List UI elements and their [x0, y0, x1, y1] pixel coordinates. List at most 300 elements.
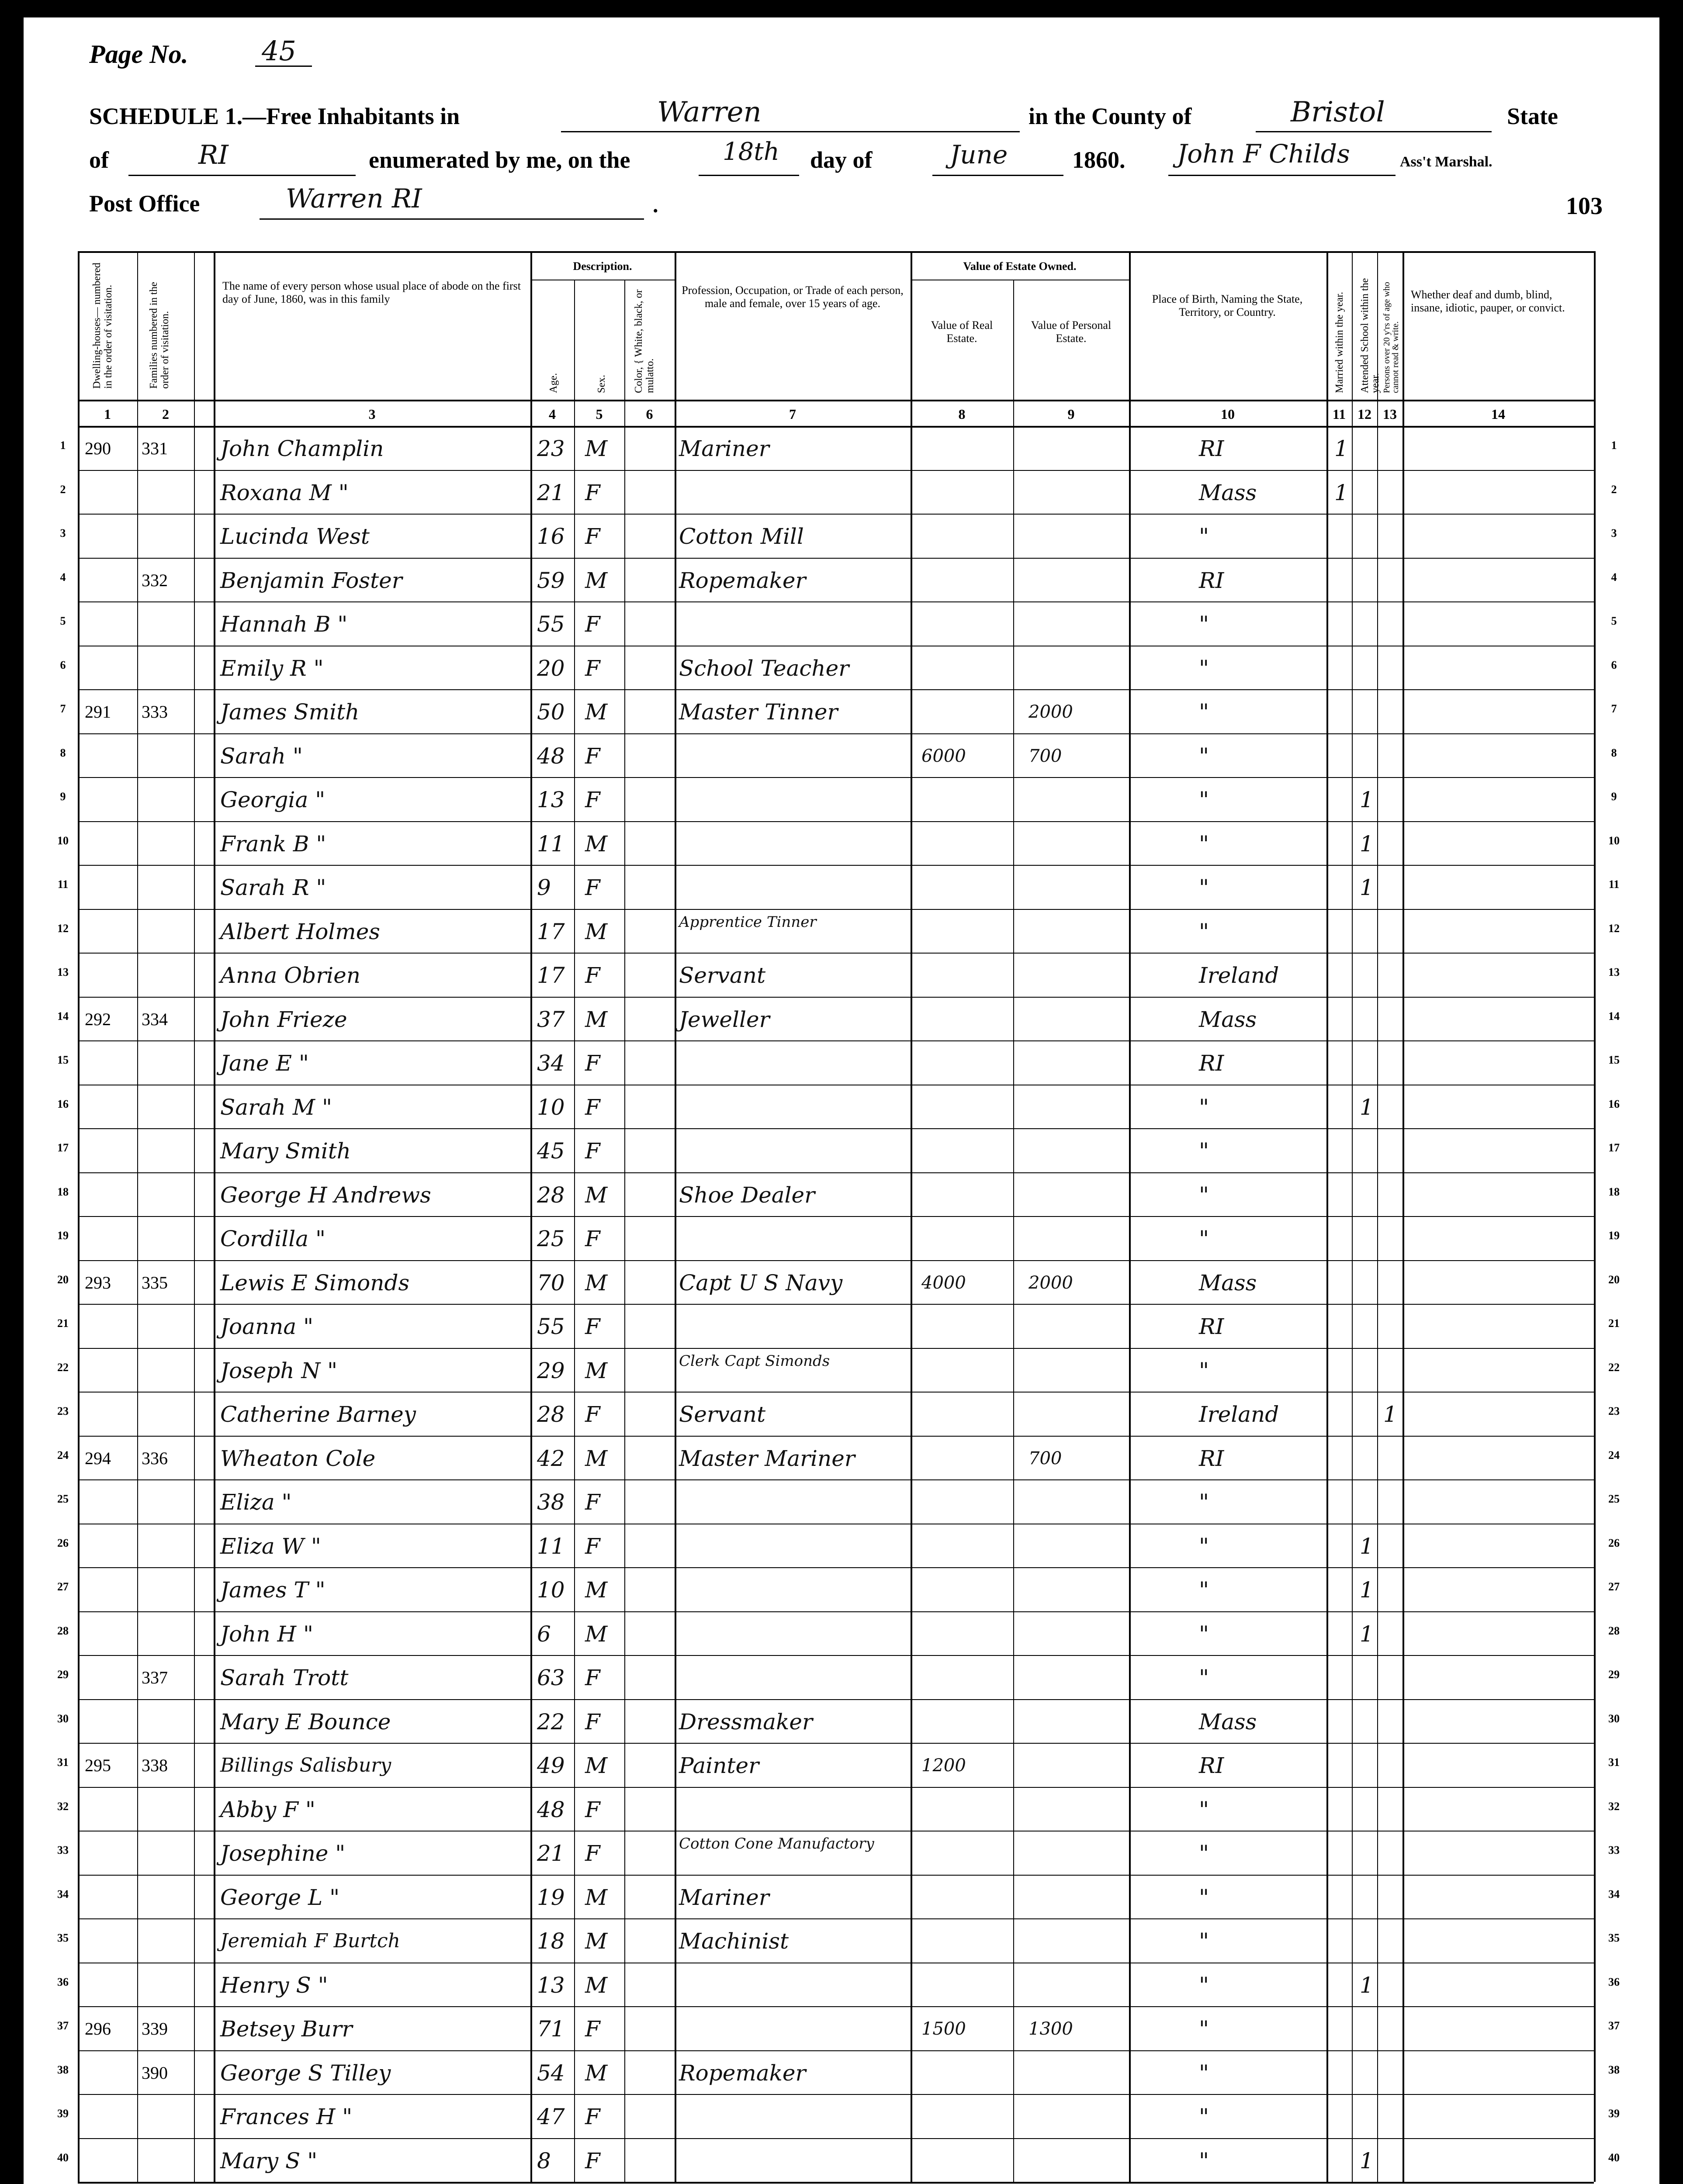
- line-number-right: 20: [1608, 1273, 1620, 1286]
- column-number: 10: [1221, 406, 1235, 422]
- birthplace: ": [1199, 1928, 1209, 1954]
- person-sex: F: [585, 1489, 600, 1515]
- person-name: Benjamin Foster: [220, 567, 402, 593]
- line-number-right: 29: [1608, 1668, 1620, 1681]
- school-mark: 1: [1360, 1094, 1374, 1120]
- person-occupation: Master Tinner: [679, 699, 838, 725]
- line-number-left: 24: [57, 1448, 69, 1462]
- person-sex: F: [585, 1138, 600, 1164]
- enumeration-year: 1860.: [1072, 147, 1125, 173]
- personal-estate-value: 700: [1028, 746, 1062, 766]
- line-number-left: 18: [57, 1185, 69, 1198]
- family-number: 337: [142, 1668, 168, 1687]
- birthplace: Mass: [1199, 1270, 1257, 1296]
- school-mark: 1: [1360, 875, 1374, 900]
- line-number-left: 16: [57, 1097, 69, 1110]
- person-name: George H Andrews: [220, 1182, 431, 1208]
- header-illiterate: Persons over 20 y'rs of age who cannot read & write.: [1382, 282, 1400, 393]
- header-name: The name of every person whose usual place of abode on the first day of June, 1860, was in this family: [222, 280, 521, 305]
- line-number-left: 40: [57, 2151, 69, 2164]
- row-rule: [78, 1392, 1594, 1393]
- row-rule: [78, 1348, 1594, 1349]
- person-age: 54: [537, 2060, 565, 2086]
- header-personal-estate: Value of Personal Estate.: [1031, 319, 1112, 345]
- person-name: Roxana M ": [220, 480, 349, 505]
- state-label: State: [1507, 103, 1558, 129]
- person-sex: F: [585, 655, 600, 681]
- person-age: 16: [537, 524, 565, 549]
- table-top-rule: [78, 251, 1594, 253]
- header-birthplace: Place of Birth, Naming the State, Territory, or Country.: [1152, 293, 1303, 318]
- line-number-left: 31: [57, 1756, 69, 1769]
- birthplace: ": [1199, 1138, 1209, 1164]
- person-age: 10: [537, 1577, 565, 1603]
- row-rule: [78, 689, 1594, 690]
- line-number-left: 36: [57, 1975, 69, 1988]
- person-name: Sarah R ": [220, 875, 326, 900]
- person-occupation: Capt U S Navy: [679, 1270, 843, 1296]
- person-name: Sarah Trott: [220, 1665, 349, 1690]
- birthplace: Mass: [1199, 1006, 1257, 1032]
- person-name: Abby F ": [220, 1797, 315, 1822]
- header-family: Families numbered in the order of visitation.: [148, 282, 171, 389]
- person-name: Sarah ": [220, 743, 303, 769]
- person-sex: F: [585, 1402, 600, 1427]
- person-age: 37: [537, 1006, 565, 1032]
- family-number: 332: [142, 570, 168, 590]
- person-name: Jeremiah F Burtch: [220, 1930, 400, 1952]
- line-number-right: 28: [1608, 1624, 1620, 1637]
- person-age: 28: [537, 1182, 565, 1208]
- row-rule: [78, 1611, 1594, 1612]
- birthplace: ": [1199, 831, 1209, 857]
- person-sex: M: [585, 567, 608, 593]
- birthplace: ": [1199, 1533, 1209, 1559]
- line-number-right: 4: [1611, 570, 1617, 584]
- line-number-right: 16: [1608, 1097, 1620, 1110]
- line-number-right: 30: [1608, 1712, 1620, 1725]
- line-number-right: 33: [1608, 1844, 1620, 1856]
- line-number-left: 10: [57, 834, 69, 847]
- person-occupation: Servant: [679, 1402, 766, 1427]
- row-rule: [78, 1436, 1594, 1437]
- school-mark: 1: [1360, 1533, 1374, 1559]
- line-number-left: 14: [57, 1009, 69, 1023]
- family-number: 335: [142, 1272, 168, 1292]
- town-name: Warren: [657, 96, 762, 128]
- row-rule: [78, 1743, 1594, 1744]
- line-number-left: 17: [57, 1141, 69, 1154]
- line-number-right: 38: [1608, 2063, 1620, 2076]
- row-rule: [78, 821, 1594, 822]
- line-number-right: 22: [1608, 1361, 1620, 1374]
- header-occupation: Profession, Occupation, or Trade of each person, male and female, over 15 years of age.: [682, 284, 904, 310]
- column-number: 9: [1067, 406, 1075, 422]
- real-estate-value: 4000: [921, 1272, 966, 1293]
- family-number: 390: [142, 2063, 168, 2083]
- person-age: 55: [537, 612, 565, 637]
- row-rule: [78, 2138, 1594, 2139]
- enumerated-label: enumerated by me, on the: [369, 147, 630, 173]
- person-occupation: Ropemaker: [679, 2060, 806, 2086]
- person-age: 70: [537, 1270, 565, 1296]
- state-name: RI: [198, 140, 229, 170]
- birthplace: Mass: [1199, 480, 1257, 505]
- person-name: John Champlin: [220, 436, 384, 461]
- dwelling-number: 291: [85, 702, 111, 722]
- birthplace: ": [1199, 612, 1209, 637]
- line-number-left: 20: [57, 1273, 69, 1286]
- row-rule: [78, 1304, 1594, 1305]
- personal-estate-value: 700: [1028, 1448, 1062, 1469]
- marshal-label: Ass't Marshal.: [1400, 154, 1493, 170]
- row-rule: [78, 1128, 1594, 1129]
- row-rule: [78, 2094, 1594, 2095]
- post-office-name: Warren RI: [286, 183, 422, 214]
- birthplace: ": [1199, 875, 1209, 900]
- row-rule: [78, 2006, 1594, 2007]
- line-number-right: 25: [1608, 1493, 1620, 1505]
- line-number-left: 37: [57, 2019, 69, 2032]
- line-number-right: 7: [1611, 702, 1617, 715]
- birthplace: RI: [1199, 436, 1224, 461]
- line-number-left: 23: [57, 1405, 69, 1417]
- column-number: 4: [549, 406, 556, 422]
- enumeration-month: June: [950, 140, 1008, 169]
- line-number-left: 9: [60, 790, 66, 803]
- person-age: 29: [537, 1358, 565, 1383]
- line-number-left: 28: [57, 1624, 69, 1637]
- family-number: 331: [142, 439, 168, 458]
- person-sex: F: [585, 2148, 600, 2174]
- person-age: 21: [537, 480, 565, 505]
- person-name: Georgia ": [220, 787, 326, 812]
- married-mark: 1: [1334, 436, 1348, 461]
- column-number: 6: [646, 406, 653, 422]
- person-sex: M: [585, 1006, 608, 1032]
- person-name: Wheaton Cole: [220, 1445, 376, 1471]
- line-number-left: 38: [57, 2063, 69, 2076]
- line-number-right: 26: [1608, 1536, 1620, 1549]
- birthplace: ": [1199, 1797, 1209, 1822]
- person-age: 19: [537, 1884, 565, 1910]
- birthplace: ": [1199, 1621, 1209, 1647]
- person-sex: F: [585, 1094, 600, 1120]
- real-estate-value: 6000: [921, 746, 966, 766]
- personal-estate-value: 2000: [1028, 1272, 1073, 1293]
- line-number-right: 23: [1608, 1405, 1620, 1417]
- person-occupation: Mariner: [679, 436, 769, 461]
- line-number-right: 2: [1611, 483, 1617, 496]
- person-age: 23: [537, 436, 565, 461]
- family-number: 333: [142, 702, 168, 722]
- person-name: George S Tilley: [220, 2060, 391, 2086]
- row-rule: [78, 1260, 1594, 1261]
- person-occupation: Servant: [679, 963, 766, 988]
- person-age: 34: [537, 1051, 565, 1076]
- person-age: 17: [537, 919, 565, 944]
- person-age: 55: [537, 1314, 565, 1339]
- column-number: 1: [104, 406, 111, 422]
- person-sex: F: [585, 1841, 600, 1866]
- line-number-left: 26: [57, 1536, 69, 1549]
- person-sex: F: [585, 1797, 600, 1822]
- person-name: Joseph N ": [220, 1358, 338, 1383]
- person-name: Mary Smith: [220, 1138, 351, 1164]
- county-label: in the County of: [1028, 103, 1192, 129]
- birthplace: ": [1199, 524, 1209, 549]
- person-name: James T ": [220, 1577, 326, 1603]
- header-condition: Whether deaf and dumb, blind, insane, idiotic, pauper, or convict.: [1411, 288, 1565, 314]
- person-age: 45: [537, 1138, 565, 1164]
- person-age: 21: [537, 1841, 565, 1866]
- birthplace: ": [1199, 1489, 1209, 1515]
- line-number-right: 35: [1608, 1932, 1620, 1944]
- person-sex: M: [585, 1928, 608, 1954]
- person-sex: M: [585, 1182, 608, 1208]
- line-number-left: 3: [60, 527, 66, 539]
- page-number: 45: [262, 35, 296, 67]
- birthplace: ": [1199, 1358, 1209, 1383]
- birthplace: ": [1199, 655, 1209, 681]
- line-number-left: 1: [60, 439, 66, 452]
- county-name: Bristol: [1291, 96, 1385, 128]
- person-age: 13: [537, 1972, 565, 1998]
- school-mark: 1: [1360, 831, 1374, 857]
- line-number-left: 13: [57, 966, 69, 978]
- row-rule: [78, 2050, 1594, 2051]
- person-sex: M: [585, 1445, 608, 1471]
- school-mark: 1: [1360, 2148, 1374, 2174]
- person-name: George L ": [220, 1884, 340, 1910]
- line-number-right: 9: [1611, 790, 1617, 803]
- person-sex: M: [585, 1358, 608, 1383]
- header-real-estate: Value of Real Estate.: [931, 319, 993, 345]
- line-number-left: 7: [60, 702, 66, 715]
- line-number-left: 15: [57, 1054, 69, 1066]
- person-sex: F: [585, 1314, 600, 1339]
- column-number: 7: [789, 406, 796, 422]
- dwelling-number: 292: [85, 1009, 111, 1029]
- person-name: Emily R ": [220, 655, 324, 681]
- line-number-right: 19: [1608, 1229, 1620, 1242]
- header-dwelling: Dwelling-houses— numbered in the order of visitation.: [91, 263, 114, 389]
- birthplace: ": [1199, 1884, 1209, 1910]
- birthplace: ": [1199, 699, 1209, 725]
- person-age: 6: [537, 1621, 551, 1647]
- line-number-left: 22: [57, 1361, 69, 1374]
- line-number-left: 32: [57, 1800, 69, 1813]
- line-number-right: 32: [1608, 1800, 1620, 1813]
- row-rule: [78, 1567, 1594, 1568]
- birthplace: RI: [1199, 567, 1224, 593]
- person-name: Henry S ": [220, 1972, 328, 1998]
- row-rule: [78, 865, 1594, 866]
- row-rule: [78, 1787, 1594, 1788]
- birthplace: ": [1199, 2104, 1209, 2129]
- person-age: 25: [537, 1226, 565, 1251]
- person-age: 28: [537, 1402, 565, 1427]
- line-number-right: 17: [1608, 1141, 1620, 1154]
- line-number-right: 1: [1611, 439, 1617, 452]
- person-age: 48: [537, 743, 565, 769]
- person-age: 63: [537, 1665, 565, 1690]
- line-number-left: 19: [57, 1229, 69, 1242]
- person-name: Billings Salisbury: [220, 1754, 391, 1776]
- line-number-right: 11: [1608, 878, 1620, 891]
- row-rule: [78, 1172, 1594, 1173]
- person-age: 48: [537, 1797, 565, 1822]
- column-number: 5: [596, 406, 603, 422]
- dwelling-number: 296: [85, 2019, 111, 2039]
- page-label: Page No.: [89, 40, 188, 69]
- birthplace: Ireland: [1199, 963, 1279, 988]
- line-number-right: 37: [1608, 2019, 1620, 2032]
- line-number-right: 18: [1608, 1185, 1620, 1198]
- person-sex: M: [585, 1753, 608, 1778]
- header-married: Married within the year.: [1334, 292, 1345, 393]
- person-name: Anna Obrien: [220, 963, 360, 988]
- line-number-left: 27: [57, 1580, 69, 1593]
- line-number-left: 34: [57, 1887, 69, 1901]
- person-occupation: Jeweller: [679, 1006, 770, 1032]
- person-occupation: Shoe Dealer: [679, 1182, 815, 1208]
- birthplace: ": [1199, 919, 1209, 944]
- person-sex: F: [585, 480, 600, 505]
- birthplace: ": [1199, 743, 1209, 769]
- row-rule: [78, 1831, 1594, 1832]
- line-number-right: 8: [1611, 746, 1617, 759]
- dwelling-number: 290: [85, 439, 111, 458]
- line-number-right: 24: [1608, 1448, 1620, 1462]
- person-age: 71: [537, 2016, 565, 2042]
- person-age: 11: [537, 1533, 565, 1559]
- line-number-left: 6: [60, 658, 66, 671]
- person-occupation: Machinist: [679, 1928, 789, 1954]
- line-number-right: 31: [1608, 1756, 1620, 1769]
- person-name: Frank B ": [220, 831, 326, 857]
- birthplace: ": [1199, 2016, 1209, 2042]
- line-number-right: 14: [1608, 1009, 1620, 1023]
- header-age: Age.: [548, 373, 559, 393]
- person-sex: M: [585, 1884, 608, 1910]
- line-number-left: 33: [57, 1844, 69, 1856]
- birthplace: ": [1199, 2148, 1209, 2174]
- person-age: 10: [537, 1094, 565, 1120]
- person-age: 9: [537, 875, 551, 900]
- person-occupation: Cotton Mill: [679, 524, 804, 549]
- row-rule: [78, 953, 1594, 954]
- person-name: John Frieze: [220, 1006, 347, 1032]
- line-number-right: 6: [1611, 658, 1617, 671]
- school-mark: 1: [1360, 787, 1374, 812]
- schedule-title: SCHEDULE 1.—Free Inhabitants in: [89, 103, 460, 129]
- line-number-right: 39: [1608, 2107, 1620, 2120]
- personal-estate-value: 2000: [1028, 702, 1073, 722]
- line-number-left: 39: [57, 2107, 69, 2120]
- person-age: 8: [537, 2148, 551, 2174]
- line-number-right: 10: [1608, 834, 1620, 847]
- person-sex: F: [585, 1051, 600, 1076]
- person-name: Jane E ": [220, 1051, 309, 1076]
- birthplace: ": [1199, 1665, 1209, 1690]
- family-number: 336: [142, 1448, 168, 1468]
- enumeration-day: 18th: [723, 138, 779, 166]
- post-office-label: Post Office: [89, 190, 200, 217]
- line-number-left: 4: [60, 570, 66, 584]
- header-school: Attended School within the year.: [1359, 278, 1381, 393]
- person-sex: M: [585, 2060, 608, 2086]
- row-rule: [78, 997, 1594, 998]
- line-number-left: 11: [57, 878, 69, 891]
- person-age: 13: [537, 787, 565, 812]
- person-age: 11: [537, 831, 565, 857]
- person-sex: F: [585, 743, 600, 769]
- line-number-left: 35: [57, 1932, 69, 1944]
- sheet-number: 103: [1566, 193, 1603, 220]
- person-name: James Smith: [220, 699, 360, 725]
- person-name: Josephine ": [220, 1841, 346, 1866]
- person-sex: F: [585, 1533, 600, 1559]
- marshal-signature: John F Childs: [1177, 139, 1350, 169]
- column-number: 13: [1383, 406, 1397, 422]
- row-rule: [78, 2182, 1594, 2183]
- dwelling-number: 293: [85, 1272, 111, 1292]
- row-rule: [78, 470, 1594, 471]
- row-rule: [78, 909, 1594, 910]
- person-age: 38: [537, 1489, 565, 1515]
- line-number-left: 2: [60, 483, 66, 496]
- person-age: 50: [537, 699, 565, 725]
- row-rule: [78, 1918, 1594, 1919]
- person-occupation: Apprentice Tinner: [679, 913, 817, 931]
- person-age: 18: [537, 1928, 565, 1954]
- line-number-left: 8: [60, 746, 66, 759]
- person-occupation: Painter: [679, 1753, 759, 1778]
- person-sex: F: [585, 787, 600, 812]
- row-rule: [78, 514, 1594, 515]
- person-occupation: Master Mariner: [679, 1445, 855, 1471]
- birthplace: Ireland: [1199, 1402, 1279, 1427]
- person-sex: M: [585, 699, 608, 725]
- line-number-right: 5: [1611, 615, 1617, 627]
- birthplace: ": [1199, 2060, 1209, 2086]
- illiterate-mark: 1: [1383, 1402, 1397, 1427]
- line-number-left: 21: [57, 1317, 69, 1330]
- line-number-right: 13: [1608, 966, 1620, 978]
- person-sex: F: [585, 1665, 600, 1690]
- birthplace: RI: [1199, 1051, 1224, 1076]
- line-number-right: 15: [1608, 1054, 1620, 1066]
- real-estate-value: 1500: [921, 2019, 966, 2039]
- person-occupation: School Teacher: [679, 655, 849, 681]
- header-estate: Value of Estate Owned.: [963, 260, 1077, 273]
- person-sex: F: [585, 1709, 600, 1735]
- person-occupation: Mariner: [679, 1884, 769, 1910]
- column-number: 12: [1357, 406, 1371, 422]
- day-of-label: day of: [810, 147, 873, 173]
- person-sex: F: [585, 2016, 600, 2042]
- column-number: 11: [1332, 406, 1346, 422]
- line-number-right: 34: [1608, 1887, 1620, 1901]
- census-sheet: Page No. 45 SCHEDULE 1.—Free Inhabitants in Warren in the County of Bristol State of RI enumerated by me, on the 18th day of June 1860. John F Childs Ass't Marshal. Post Office Warren RI . 103 Dwelling-houses— numbered in the order of visitation. Families numbered in the order of visitation. The name of every person whose usual place of abode on the first day of June, 1860, was in this family Description. Age. Sex. Color, { White, black, or mulatto. Profession, Occupation, or Trade of each person, male and female, over 15 years of age. Value of Estate Owned. Value of Real Estate. Value of Personal Estate. Place of Birth, Naming the State, Territory, or Country. Married within the year. Attended School within the year. Persons over 20 y'rs of age who cannot read & write. Whether deaf and dumb, blind, insane, idiotic, pauper, or convict. 1 2 3 4 5 6 7 8 9 10 11 12 13 14 1 1 290 331 John Champlin 23 M Mariner RI 1 2 2 Roxana M " 21 F Mass 1 3 3 Lucinda West 16 F Cotton Mill " 4 4 332 Benjamin Foster 59 M Ropemaker RI 5 5 Hannah B " 55 F " 6 6 Emily R " 20 F School Teacher " 7 7 291 333 James Smith 50 M Master Tinner 2000 " 8 8 Sarah " 48 F 6000 700 " 9 9 Georgia " 13 F " 1 10 10 Frank B " 11 M " 1 11 11 Sarah R " 9 F " 1 12 12 Albert Holmes 17 M Apprentice Tinner " 13 13 Anna Obrien 17 F Servant Ireland 14 14 292 334 John Frieze 37 M Jeweller Mass 15 15 Jane E " 34 F RI 16 16 Sarah M " 10 F " 1 17 17 Mary Smith 45 F " 18 18 George H Andrews 28 M Shoe Dealer " 19 19 Cordilla " 25 F " 20 20 293 335 Lewis E Simonds 70 M Capt U S Navy 4000 2000 Mass 21 21 Joanna " 55 F RI 22 22 Joseph N " 29 M Clerk Capt Simonds " 23 23 Catherine Barney 28 F Servant Ireland 1 24 24 294 336 Wheaton Cole 42 M Master Mariner 700 RI 25 25 Eliza " 38 F " 26 26 Eliza W " 11 F " 1 27 27 James T " 10 M " 1 28 28 John H " 6 M " 1 29 29 337 Sarah Trott 63 F " 30 30 Mary E Bounce 22 F Dressmaker Mass 31 31 295 338 Billings Salisbury 49 M Painter 1200 RI 32 32 Abby F " 48 F " 33 33 Josephine " 21 F Cotton Cone Manufactory " 34 34 George L " 19 M Mariner " 35 35 Jeremiah F Burtch 18 M Machinist " 36 36 Henry S " 13 M " 1 37 37 296 339 Betsey Burr 71 F 1500 1300 " 38 38 390 George S Tilley 54 M Ropemaker " 39 39 Frances H " 47 F " 40 40 Mary S " 8 F " 1: [24, 17, 1659, 2184]
- person-occupation: Ropemaker: [679, 567, 806, 593]
- line-number-left: 25: [57, 1493, 69, 1505]
- person-age: 42: [537, 1445, 565, 1471]
- person-age: 20: [537, 655, 565, 681]
- row-rule: [78, 1216, 1594, 1217]
- birthplace: RI: [1199, 1314, 1224, 1339]
